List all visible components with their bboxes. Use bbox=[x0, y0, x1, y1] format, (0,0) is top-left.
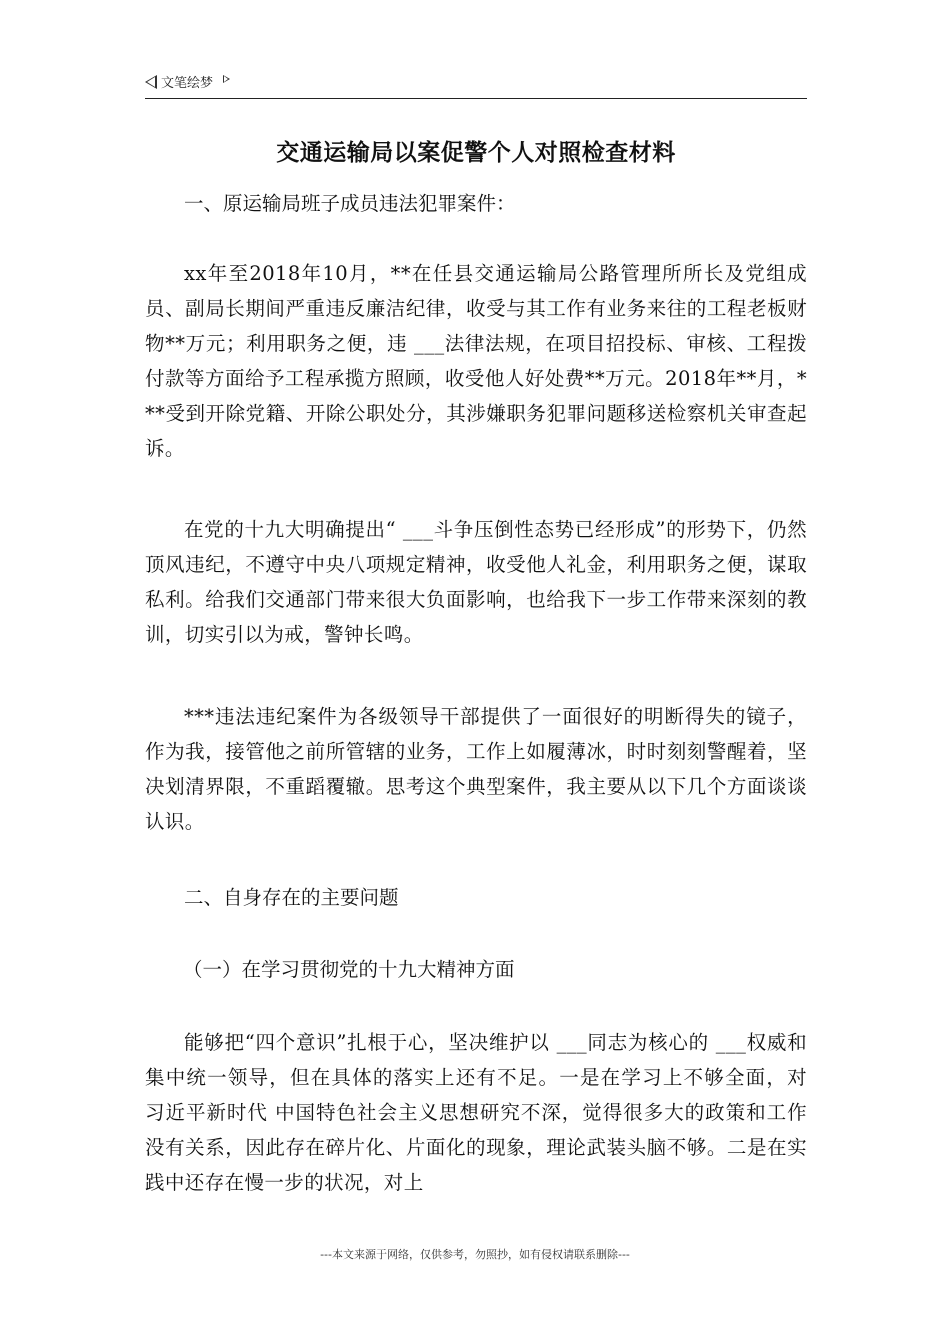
paragraph-context: 在党的十九大明确提出“ ___斗争压倒性态势已经形成”的形势下，仍然顶风违纪，不遵守中央八项规定精神，收受他人礼金，利用职务之便，谋取私利。给我们交通部门带来很大负面影响，也给我下一步工作带来深刻的教训，切实引以为戒，警钟长鸣。 bbox=[145, 518, 807, 646]
right-triangle-icon bbox=[223, 75, 230, 83]
paragraph-study: 能够把“四个意识”扎根于心，坚决维护以 ___同志为核心的 ___权威和集中统一领导，但在具体的落实上还有不足。一是在学习上不够全面，对 习近平新时代 中国特色社会主义思想研究不深，觉得很多大的政策和工作没有关系，因此存在碎片化、片面化的现象，理论武装头脑不够。二是在实践中还存在慢一步的状况，对上 bbox=[145, 1031, 807, 1194]
paragraph-case-summary: xx年至2018年10月，**在任县交通运输局公路管理所所长及党组成员、副局长期间严重违反廉洁纪律，收受与其工作有业务来往的工程老板财物**万元；利用职务之便，违 ___法律法规，在项目招投标、审核、工程拨付款等方面给予工程承揽方照顾，收受他人好处费**万元。2018年**月，***受到开除党籍、开除公职处分，其涉嫌职务犯罪问题移送检察机关审查起诉。 bbox=[145, 262, 807, 460]
left-triangle-icon bbox=[145, 75, 157, 89]
section2-heading: 二、自身存在的主要问题 bbox=[184, 886, 399, 909]
paragraph-reflection: ***违法违纪案件为各级领导干部提供了一面很好的明断得失的镜子，作为我，接管他之前所管辖的业务，工作上如履薄冰，时时刻刻警醒着，坚决划清界限，不重蹈覆辙。思考这个典型案件，我主要从以下几个方面谈谈认识。 bbox=[145, 705, 807, 833]
section1-heading: 一、原运输局班子成员违法犯罪案件： bbox=[184, 192, 516, 215]
header-brand-group bbox=[145, 72, 230, 91]
footer-notice: ---本文来源于网络，仅供参考，勿照抄，如有侵权请联系删除--- bbox=[320, 1248, 630, 1261]
page-header bbox=[145, 72, 807, 99]
header-brand: 文笔绘梦 bbox=[161, 76, 214, 91]
document-title: 交通运输局以案促警个人对照检查材料 bbox=[276, 140, 676, 166]
subsection1-heading: （一）在学习贯彻党的十九大精神方面 bbox=[183, 958, 515, 981]
